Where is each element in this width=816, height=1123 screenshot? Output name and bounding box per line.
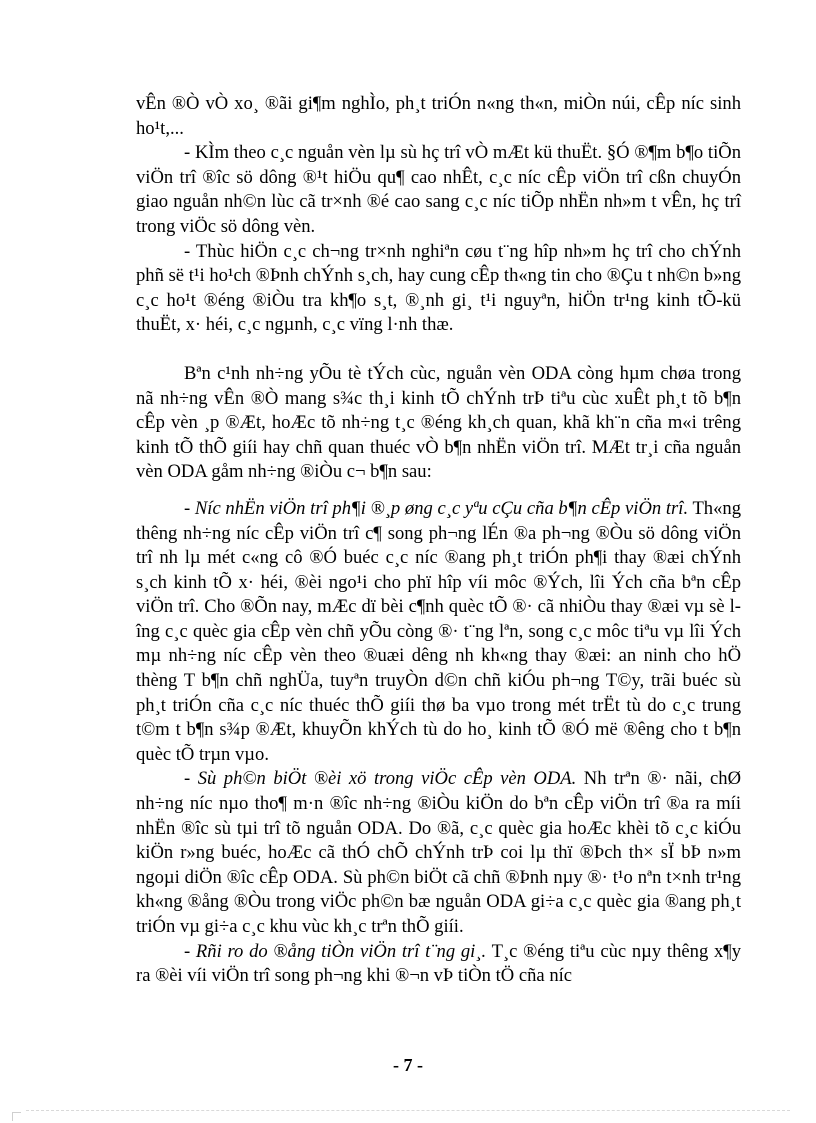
paragraph-lead: - Níc nhËn viÖn trî ph¶i ®¸p øng c¸c yªu cÇu cña b¶n cÊp viÖn trî. (184, 497, 689, 519)
body-paragraph (136, 940, 741, 989)
paragraph-text: T¸c ®éng tiªu cùc nµy thêng x¶y ra ®èi víi viÖn trî song ph¬ng khi ®¬n vÞ tiÒn tÖ cña níc (136, 940, 741, 987)
paragraph-lead: - Rñi ro do ®ång tiÒn viÖn trî t¨ng gi¸. (184, 940, 487, 962)
paragraph-text: Bªn c¹nh nh÷ng yÕu tè tÝch cùc, nguån vèn ODA còng hµm chøa trong nã nh÷ng vÊn ®Ò mang s¾c th¸i kinh tÕ chÝnh trÞ tiªu cùc xuÊt ph¸t tõ b¶n cÊp vèn ¸p ®Æt, hoÆc tõ nh÷ng t¸c ®éng kh¸ch quan, khã kh¨n cña m«i trêng kinh tÕ thÕ giíi hay chñ quan thuéc vÒ b¶n nhËn viÖn trî. MÆt tr¸i cña nguån vèn ODA gåm nh÷ng ®iÒu c¬ b¶n sau: (136, 362, 741, 483)
paragraph-lead: - Sù ph©n biÖt ®èi xö trong viÖc cÊp vèn ODA. (184, 768, 577, 790)
paragraph-text: - KÌm theo c¸c nguån vèn lµ sù hç trî vÒ mÆt kü thuËt. §Ó ®¶m b¶o tiÕn viÖn trî ®îc sö dông ®¹t hiÖu qu¶ cao nhÊt, c¸c níc cÊp viÖn trî cßn chuyÓn giao nguån nh©n lùc cã tr×nh ®é cao sang c¸c níc tiÕp nhËn nh»m t vÊn, hç trî trong viÖc sö dông vèn. (136, 142, 741, 237)
paragraph-text: Nh trªn ®· nãi, chØ nh÷ng níc nµo tho¶ m·n ®îc nh÷ng ®iÒu kiÖn do bªn cÊp viÖn trî ®a ra míi nhËn ®îc sù tµi trî tõ nguån ODA. Do ®ã, c¸c quèc gia hoÆc khèi tõ c¸c kiÓu kiÖn r»ng buéc, hoÆc cã thÓ chÕ chÝnh trÞ coi lµ thï ®Þch th× sÏ bÞ n»m ngoµi diÖn ®îc cÊp ODA. Sù ph©n biÖt cã chñ ®Þnh nµy ®· t¹o nªn t×nh tr¹ng kh«ng ®ång ®Òu trong viÖc ph©n bæ nguån ODA gi÷a c¸c quèc gia ®ang ph¸t triÓn vµ gi÷a c¸c khu vùc kh¸c trªn thÕ giíi. (136, 768, 741, 937)
paragraph-spacer (136, 338, 741, 362)
body-paragraph (136, 141, 741, 239)
body-paragraph (136, 362, 741, 485)
body-paragraph (136, 497, 741, 768)
document-page (136, 92, 741, 989)
page-bottom-rule (26, 1110, 790, 1111)
paragraph-text: vÊn ®Ò vÒ xo¸ ®ãi gi¶m nghÌo, ph¸t triÓn n«ng th«n, miÒn núi, cÊp níc sinh ho¹t,... (136, 93, 741, 139)
paragraph-text: - Thùc hiÖn c¸c ch¬ng tr×nh nghiªn cøu t¨ng hîp nh»m hç trî cho chÝnh phñ së t¹i ho¹ch ®Þnh chÝnh s¸ch, hay cung cÊp th«ng tin cho ®Çu t nh©n b»ng c¸c ho¹t ®éng ®iÒu tra kh¶o s¸t, ®¸nh gi¸ t¹i nguyªn, hiÖn tr¹ng kinh tÕ-kü thuËt, x· héi, c¸c ngµnh, c¸c vïng l·nh thæ. (136, 240, 741, 336)
page-corner-mark (12, 1112, 21, 1121)
body-paragraph (136, 240, 741, 338)
paragraph-text: Th«ng thêng nh÷ng níc cÊp viÖn trî c¶ song ph¬ng lÉn ®a ph¬ng ®Òu sö dông viÖn trî nh lµ mét c«ng cô ®Ó buéc c¸c níc ®ang ph¸t triÓn ph¶i thay ®æi chÝnh s¸ch kinh tÕ x· héi, ®èi ngo¹i cho phï hîp víi môc ®Ých, lîi Ých cña bªn cÊp viÖn trî. Cho ®Õn nay, mÆc dï bèi c¶nh quèc tÕ ®· cã nhiÒu thay ®æi vµ sè lîng c¸c quèc gia cÊp vèn chñ yÕu còng ®· t¨ng lªn, song c¸c môc tiªu vµ lîi Ých mµ nh÷ng níc cÊp vèn theo ®uæi dêng nh kh«ng thay ®æi: an ninh cho hÖ thèng T b¶n chñ nghÜa, tuyªn truyÒn d©n chñ kiÓu ph¬ng T©y, trãi buéc sù ph¸t triÓn cña c¸c níc thuéc thÕ giíi thø ba vµo trong mét trËt tù do c¸c trung t©m t b¶n s¾p ®Æt, khuyÕn khÝch tù do ho¸ kinh tÕ ®Ó më ®êng cho t b¶n quèc tÕ trµn vµo. (136, 497, 741, 765)
body-paragraph (136, 767, 741, 939)
paragraph-spacer (136, 485, 741, 497)
body-paragraph (136, 92, 741, 141)
page-number: - 7 - (393, 1055, 423, 1075)
